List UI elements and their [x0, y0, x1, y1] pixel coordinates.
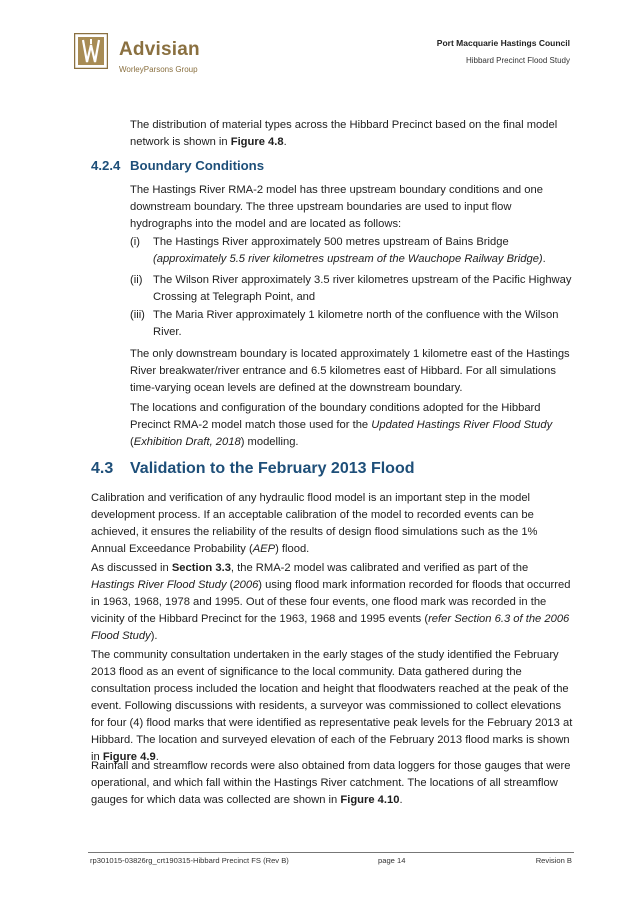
section-number: 4.2.4	[91, 158, 121, 173]
validation-paragraph-2: As discussed in Section 3.3, the RMA-2 model was calibrated and verified as part of the Hastings River Flood Study (2006) using flood mark information recorded for floods that occurred in 1963, 1968, 1978 and 1995. Out of these four events, one flood mark was recorded in the vicinity of the Hibbard Precinct for the 1963, 1968 and 1995 events (refer Section 6.3 of the 2006 Flood Study).	[91, 562, 571, 642]
boundary-paragraph-2: The only downstream boundary is located approximately 1 kilometre east of the Hastings River breakwater/river entrance and 6.5 kilometres east of Hibbard. For all simulations time-varying ocean levels are defined at the downstream boundary.	[130, 348, 570, 394]
footer-revision: Revision B	[535, 856, 572, 865]
section-ref-3-3: Section 3.3	[171, 562, 231, 574]
footer-doc-ref: rp301015-03826rg_crt190315-Hibbard Precinct FS (Rev B)	[90, 856, 289, 865]
section-heading-4-2-4	[91, 158, 264, 173]
boundary-paragraph-1: The Hastings River RMA-2 model has three upstream boundary conditions and one downstream boundary. The three upstream boundaries are used to input flow hydrographs into the model and are located as follows:	[130, 184, 543, 230]
list-marker: (ii)	[130, 274, 143, 286]
validation-paragraph-4: Rainfall and streamflow records were also obtained from data loggers for those gauges that were operational, and which fall within the Hastings River catchment. The locations of all streamflow gauges for which data was collected are shown in Figure 4.10.	[91, 760, 571, 806]
footer-page-number: page 14	[378, 856, 406, 865]
section-heading-4-3	[91, 460, 415, 478]
list-item	[130, 307, 574, 341]
list-text: The Hastings River approximately 500 metres upstream of Bains Bridge (approximately 5.5 river kilometres upstream of the Wauchope Railway Bridge).	[153, 236, 546, 265]
figure-ref-4-9: Figure 4.9	[102, 751, 156, 763]
intro-paragraph	[130, 117, 574, 151]
advisian-logo-icon	[74, 33, 108, 69]
section-number: 4.3	[91, 460, 114, 477]
validation-paragraph-3: The community consultation undertaken in the early stages of the study identified the February 2013 flood as an event of significance to the local community. Data gathered during the consultation process included the location and height that floodwaters reached at the peak of the event. Following discussions with residents, a surveyor was commissioned to collect elevations for four (4) flood marks that were identified as representative peak levels for the February 2013 at Hibbard. The location and surveyed elevation of each of the February 2013 flood marks is shown in Figure 4.9.	[91, 649, 573, 763]
intro-text: The distribution of material types across the Hibbard Precinct based on the final model network is shown in	[130, 119, 558, 148]
list-text: The Maria River approximately 1 kilometre north of the confluence with the Wilson River.	[153, 309, 559, 338]
section-title: Boundary Conditions	[130, 158, 265, 173]
figure-ref-4-10: Figure 4.10	[340, 794, 400, 806]
list-item	[130, 272, 574, 306]
intro-text-end: .	[283, 136, 287, 148]
section-title: Validation to the February 2013 Flood	[130, 460, 415, 477]
logo-name: Advisian	[119, 39, 200, 60]
footer-divider	[88, 852, 574, 853]
boundary-paragraph-3: The locations and configuration of the boundary conditions adopted for the Hibbard Precinct RMA-2 model match those used for the Updated Hastings River Flood Study (Exhibition Draft, 2018) modelling.	[130, 402, 553, 448]
figure-ref-4-8: Figure 4.8	[230, 136, 284, 148]
logo-subtitle: WorleyParsons Group	[119, 65, 198, 74]
header-project: Hibbard Precinct Flood Study	[465, 56, 570, 65]
validation-paragraph-1: Calibration and verification of any hydraulic flood model is an important step in the model development process. If an acceptable calibration of the model to recorded events can be achieved, it ensures the reliability of the results of design flood simulations such as the 1% Annual Exceedance Probability (AEP) flood.	[91, 492, 538, 555]
list-marker: (i)	[130, 236, 140, 248]
list-item	[130, 234, 574, 268]
header-client: Port Macquarie Hastings Council	[436, 38, 570, 48]
list-text: The Wilson River approximately 3.5 river kilometres upstream of the Pacific Highway Crossing at Telegraph Point, and	[153, 274, 572, 303]
list-marker: (iii)	[130, 309, 145, 321]
